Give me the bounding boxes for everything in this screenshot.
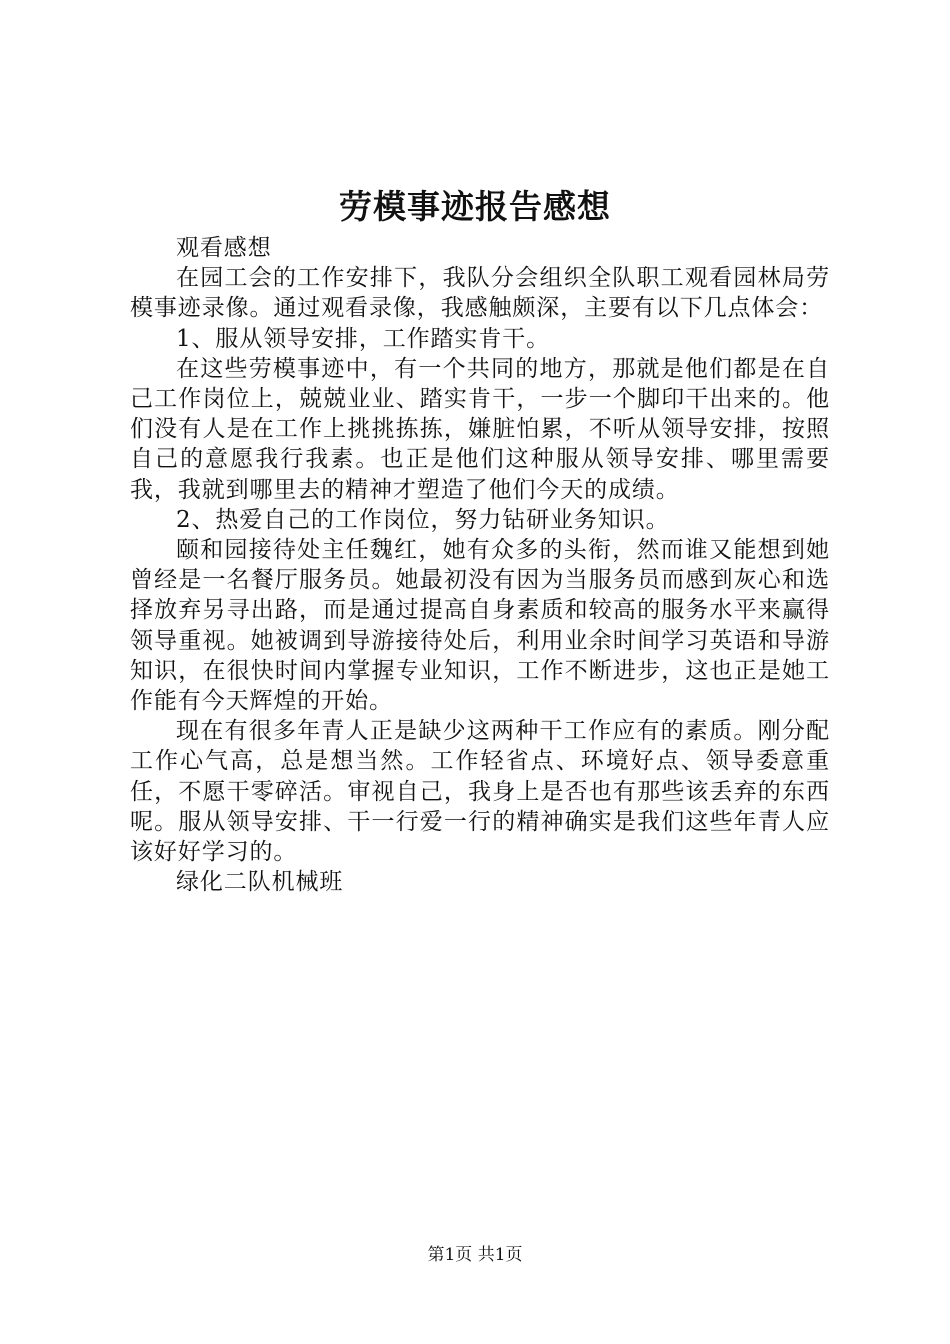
paragraph-point-1-heading: 1、服从领导安排，工作踏实肯干。 bbox=[176, 325, 551, 352]
page-footer: 第1页 共1页 bbox=[427, 1245, 523, 1265]
paragraph-intro: 在园工会的工作安排下，我队分会组织全队职工观看园林局劳模事迹录像。通过观看录像，我感触颇深，主要有以下几点体会： bbox=[130, 265, 830, 322]
paragraph-conclusion: 现在有很多年青人正是缺少这两种干工作应有的素质。刚分配工作心气高，总是想当然。工作轻省点、环境好点、领导委意重任，不愿干零碎活。审视自己，我身上是否也有那些该丢弃的东西呢。服从领导安排、干一行爱一行的精神确实是我们这些年青人应该好好学习的。 bbox=[130, 718, 830, 866]
paragraph-subtitle: 观看感想 bbox=[176, 235, 272, 261]
document-title: 劳模事迹报告感想 bbox=[339, 187, 611, 226]
paragraph-point-2-heading: 2、热爱自己的工作岗位，努力钻研业务知识。 bbox=[176, 506, 670, 533]
document-body bbox=[130, 233, 830, 897]
paragraph-signature: 绿化二队机械班 bbox=[176, 869, 344, 896]
paragraph-point-2-body: 颐和园接待处主任魏红，她有众多的头衔，然而谁又能想到她曾经是一名餐厅服务员。她最初没有因为当服务员而感到灰心和选择放弃另寻出路，而是通过提高自身素质和较高的服务水平来赢得领导重视。她被调到导游接待处后，利用业余时间学习英语和导游知识，在很快时间内掌握专业知识，工作不断进步，这也正是她工作能有今天辉煌的开始。 bbox=[130, 537, 830, 715]
paragraph-point-1-body: 在这些劳模事迹中，有一个共同的地方，那就是他们都是在自己工作岗位上，兢兢业业、踏实肯干，一步一个脚印干出来的。他们没有人是在工作上挑挑拣拣，嫌脏怕累，不听从领导安排，按照自己的意愿我行我素。也正是他们这种服从领导安排、哪里需要我，我就到哪里去的精神才塑造了他们今天的成绩。 bbox=[130, 355, 830, 503]
